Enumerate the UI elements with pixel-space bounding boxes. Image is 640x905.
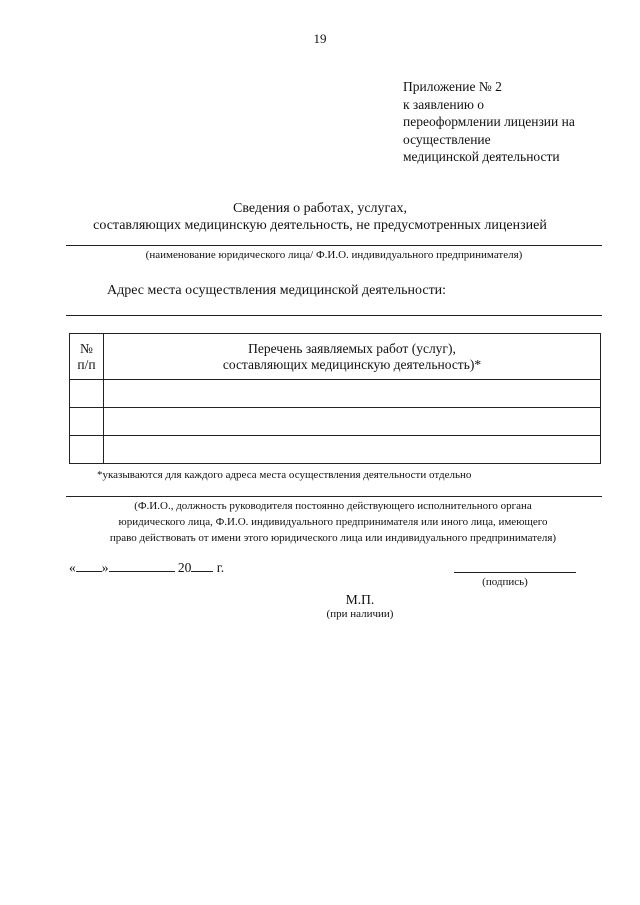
signatory-line[interactable] bbox=[66, 496, 602, 497]
stamp-label: М.П. bbox=[345, 592, 375, 607]
row-works-cell[interactable] bbox=[104, 408, 601, 436]
document-title-line: составляющих медицинскую деятельность, не предусмотренных лицензией bbox=[93, 218, 547, 233]
signatory-caption-line: право действовать от имени этого юридического лица или индивидуального предпринимателя) bbox=[109, 532, 557, 544]
signatory-caption-line: (Ф.И.О., должность руководителя постоянно действующего исполнительного органа bbox=[134, 500, 532, 512]
signatory-caption bbox=[66, 498, 600, 546]
row-number-cell[interactable] bbox=[70, 380, 104, 408]
table-header-row bbox=[70, 334, 601, 380]
row-works-cell[interactable] bbox=[104, 380, 601, 408]
table-row bbox=[70, 436, 601, 464]
signatory-caption-line: юридического лица, Ф.И.О. индивидуального предпринимателя или иного лица, имеющего bbox=[118, 516, 548, 528]
appendix-line: переоформлении лицензии на bbox=[403, 114, 575, 129]
appendix-line: Приложение № 2 bbox=[403, 79, 502, 94]
year-blank[interactable] bbox=[191, 559, 213, 572]
appendix-line: к заявлению о bbox=[403, 96, 485, 112]
row-number-cell[interactable] bbox=[70, 436, 104, 464]
entity-name-line[interactable] bbox=[66, 245, 602, 246]
year-suffix: г. bbox=[216, 560, 225, 575]
entity-name-caption: (наименование юридического лица/ Ф.И.О. индивидуального предпринимателя) bbox=[145, 249, 523, 261]
appendix-line: медицинской деятельности bbox=[403, 149, 560, 164]
address-line[interactable] bbox=[66, 315, 602, 316]
table-row bbox=[70, 408, 601, 436]
table-row bbox=[70, 380, 601, 408]
address-label: Адрес места осуществления медицинской деятельности: bbox=[107, 283, 447, 298]
works-table bbox=[69, 333, 601, 464]
day-blank[interactable] bbox=[76, 559, 102, 572]
page-number: 19 bbox=[313, 31, 327, 46]
signature-label: (подпись) bbox=[482, 576, 528, 588]
row-works-cell[interactable] bbox=[104, 436, 601, 464]
footnote: *указываются для каждого адреса места осуществления деятельности отдельно bbox=[97, 469, 472, 481]
month-blank[interactable] bbox=[109, 559, 175, 572]
col-works-header: Перечень заявляемых работ (услуг), составляющих медицинскую деятельность)* bbox=[104, 334, 601, 380]
document-title bbox=[60, 200, 580, 234]
appendix-header bbox=[403, 78, 575, 166]
year-prefix: 20 bbox=[177, 560, 192, 575]
date-open-quote: « bbox=[69, 560, 76, 575]
date-close-quote: » bbox=[101, 560, 109, 575]
date-field bbox=[69, 559, 224, 576]
appendix-line: осуществление bbox=[403, 131, 491, 147]
row-number-cell[interactable] bbox=[70, 408, 104, 436]
stamp-note: (при наличии) bbox=[326, 608, 394, 620]
col-number-header: № п/п bbox=[70, 334, 104, 380]
signature-line[interactable] bbox=[454, 572, 576, 573]
document-title-line: Сведения о работах, услугах, bbox=[233, 201, 407, 216]
